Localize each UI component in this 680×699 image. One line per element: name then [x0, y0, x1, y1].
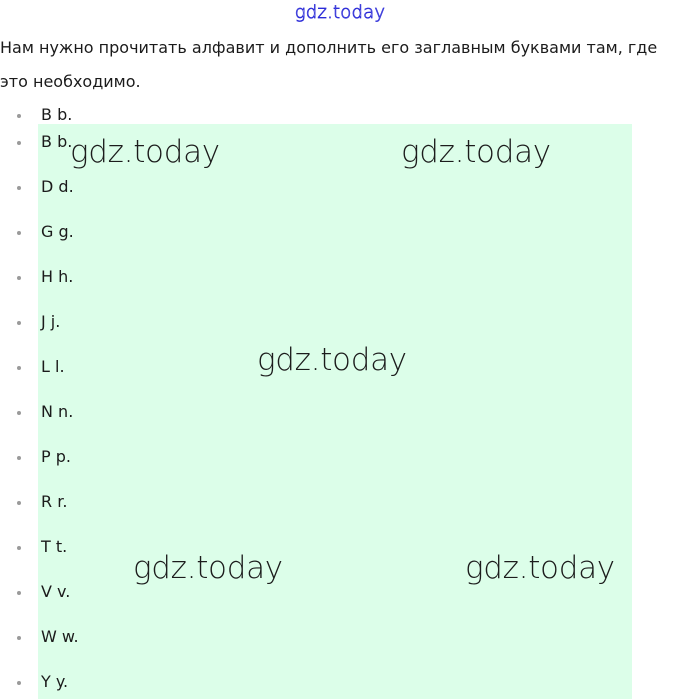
- bullet-icon: [17, 591, 21, 595]
- bullet-icon: [17, 321, 21, 325]
- list-item: [0, 176, 79, 198]
- list-item: [0, 671, 79, 693]
- letter-pair: R r.: [41, 492, 68, 511]
- letter-pair: W w.: [41, 627, 79, 646]
- list-item: [0, 626, 79, 648]
- letter-pair: J j.: [41, 312, 61, 331]
- letter-pair: L l.: [41, 357, 65, 376]
- bullet-icon: [17, 186, 21, 190]
- list-item: [0, 311, 79, 333]
- watermark-text: gdz.today: [133, 550, 283, 586]
- task-description: Нам нужно прочитать алфавит и дополнить его заглавным буквами там, где это необходимо.: [0, 38, 658, 91]
- bullet-icon: [17, 114, 21, 118]
- list-item: [0, 446, 79, 468]
- letter-pair: G g.: [41, 222, 74, 241]
- bullet-icon: [17, 366, 21, 370]
- list-item: [0, 536, 79, 558]
- bullet-icon: [17, 636, 21, 640]
- answer-highlight-panel: [38, 124, 632, 699]
- bullet-icon: [17, 681, 21, 685]
- watermark-text: gdz.today: [401, 134, 551, 170]
- letter-pair: D d.: [41, 177, 74, 196]
- list-item: [0, 581, 79, 603]
- letter-pair: V v.: [41, 582, 71, 601]
- letter-pair: Y y.: [41, 672, 69, 691]
- list-item: [0, 266, 79, 288]
- letter-pair: B b.: [41, 105, 73, 124]
- bullet-icon: [17, 231, 21, 235]
- letter-pair: H h.: [41, 267, 74, 286]
- list-item: [0, 356, 79, 378]
- letter-pair: B b.: [41, 132, 73, 151]
- list-item: [0, 104, 79, 126]
- alphabet-list: [0, 104, 79, 691]
- watermark-text: gdz.today: [465, 550, 615, 586]
- list-item: [0, 131, 79, 153]
- list-item: [0, 401, 79, 423]
- bullet-icon: [17, 276, 21, 280]
- letter-pair: N n.: [41, 402, 74, 421]
- site-logo-watermark: gdz.today: [294, 2, 386, 23]
- watermark-text: gdz.today: [70, 134, 220, 170]
- bullet-icon: [17, 501, 21, 505]
- bullet-icon: [17, 411, 21, 415]
- list-item: [0, 221, 79, 243]
- watermark-text: gdz.today: [257, 342, 407, 378]
- letter-pair: P p.: [41, 447, 71, 466]
- bullet-icon: [17, 546, 21, 550]
- list-item: [0, 491, 79, 513]
- bullet-icon: [17, 456, 21, 460]
- bullet-icon: [17, 141, 21, 145]
- letter-pair: T t.: [41, 537, 68, 556]
